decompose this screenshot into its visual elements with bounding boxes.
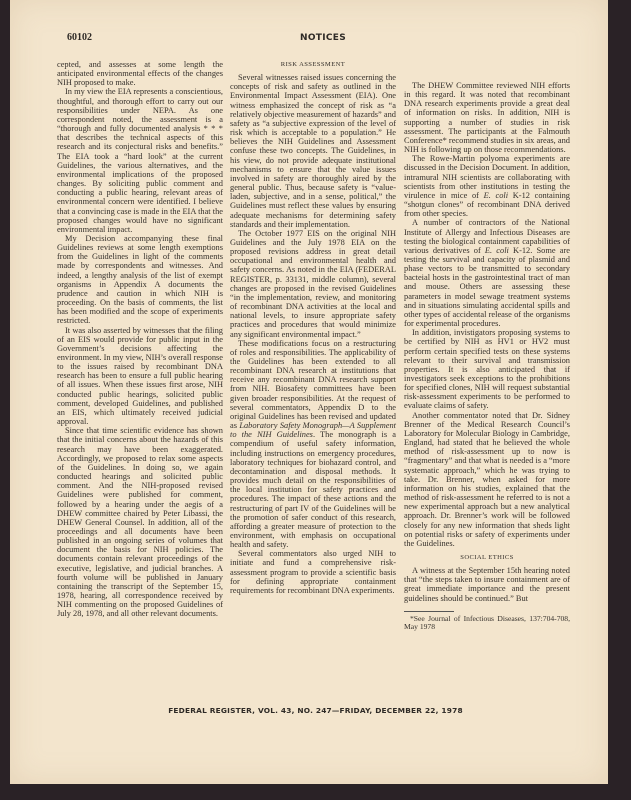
- paragraph: [404, 154, 570, 218]
- section-heading: [404, 553, 570, 562]
- paragraph: [57, 234, 223, 326]
- text-run: cepted, and assesses at some length the anticipated environmental effects of the changes NIH proposed to make.: [57, 60, 223, 88]
- text-run: SOCIAL ETHICS: [460, 553, 514, 561]
- text-run: Since that time scientific evidence has shown that the initial concerns about the hazards of this research may have been exaggerated. Accordingly, we proposed to relax some aspects of the Guidelines. In doing so, we again conducted hearings and solicited public comment. And the NIH-proposed revised Guidelines were published for comment, followed by a hearing under the aegis of a DHEW committee chaired by Peter Libassi, the DHEW General Counsel. In addition, all of the proceedings and all documents have been published in an ongoing series of volumes that document the basis for NIH policies. The documents contain relevant proceedings of the executive, legislative, and judicial branches. A fourth volume will be published in January containing the transcript of the September 15, 1978, hearing, all correspondence received by NIH commenting on the proposed Guidelines of July 28, 1978, and all other relevant documents.: [57, 426, 223, 619]
- paragraph: [230, 339, 396, 550]
- italic-text: E. coli: [484, 245, 509, 255]
- text-run: The DHEW Committee reviewed NIH efforts in this regard. It was noted that recombinant DNA research experiments provide a great deal of information on risks. In addition, NIH is supporting a number of studies in risk assessment. The participants at the Falmouth Conference* recommend studies in six areas, and NIH is following up on those recommendations.: [404, 81, 570, 155]
- text-run: Several witnesses raised issues concerning the concepts of risk and safety as outlined in the Environmental Impact Assessment (EIA). One witness emphasized the concept of risk as “a relatively objective measurement of hazards” and safety as “a subjective expression of the level of risk which is acceptable to a population.” He believes the NIH Guidelines and Assessment confuse these two concepts. The Guidelines, in his view, do not provide adequate institutional mechanisms to ensure that the value issues involved in safety are thoroughly aired by the general public. Thus, because safety is “value-laden, subjective, and in a sense, political,” the Guidelines must reflect these values by ensuring adequate mechanisms for determining safety standards and their implementation.: [230, 73, 396, 229]
- page-footer: FEDERAL REGISTER, VOL. 43, NO. 247—FRIDAY, DECEMBER 22, 1978: [168, 706, 463, 715]
- paragraph: [230, 73, 396, 229]
- footnote-divider: [404, 611, 454, 612]
- text-run: My Decision accompanying these final Guidelines reviews at some length exemptions from the Guidelines in light of the comments made by correspondents and witnesses. And indeed, a lengthy analysis of the list of exempt organisms in Appendix A documents the prudence and caution in which NIH is proceeding. On the basis of comments, the list has been modified and the scope of experiments restricted.: [57, 233, 223, 326]
- paragraph: [230, 229, 396, 339]
- paragraph: [57, 426, 223, 618]
- section-title: NOTICES: [299, 33, 346, 43]
- text-run: In addition, invistigators proposing systems to be certified by NIH as HV1 or HV2 must perform certain specified tests on these systems relevant to their survival and transmission properties. It is also anticipated that if investigators seek exceptions to the prohibitions for specified clones, NIH will request substantial risk-assessment experiments to be performed to evaluate claims of safety.: [404, 328, 570, 411]
- text-column-1: [57, 60, 223, 619]
- section-heading: [230, 60, 396, 69]
- text-run: The October 1977 EIS on the original NIH Guidelines and the July 1978 EIA on the proposed revisions address in great detail occupational and environmental health and safety concerns. As noted in the EIA (FEDERAL REGISTER, p. 33131, middle column), several changes are proposed in the revised Guidelines “in the implementation, review, and monitoring of recombinant DNA activities at the local and national levels, to insure appropriate safety practices and procedures that would minimize any significant environmental impact.”: [230, 228, 396, 339]
- text-run: In my view the EIA represents a conscientious, thoughtful, and thorough effort to carry out our responsibilities under NEPA. As one correspondent noted, the assessment is a “thorough and fully documented analysis * * * that describes the technical aspects of this research and its conjectural risks and benefits.” The EIA took a “hard look” at the current Guidelines, the various alternatives, and the environmental implications of the proposed changes. By soliciting public comment and conducting a public hearing, relevant areas of environmental concern were identified. I believe that a convincing case is made in the EIA that the proposed changes would have no significant environmental impact.: [57, 87, 223, 234]
- text-run: These modifications focus on a restructuring of roles and responsibilities. The applicability of the Guidelines has been extended to all recombinant DNA research at institutions that receive any recombinant DNA research support from NIH. Biosafety committees have been given broader responsibilities. At the request of several commentators, Appendix D to the original Guidelines has been revised and updated as: [230, 338, 396, 431]
- text-run: Several commentators also urged NIH to initiate and fund a comprehensive risk-assessment program to provide a scientific basis for defining appropriate containment requirements for recombinant DNA experiments.: [230, 549, 396, 595]
- paragraph: [57, 87, 223, 234]
- paragraph: [404, 566, 570, 603]
- text-column-2: [230, 55, 396, 595]
- paragraph: [404, 81, 570, 154]
- page-number: 60102: [67, 32, 92, 43]
- footnote: [404, 615, 570, 632]
- text-run: A witness at the September 15th hearing noted that “the steps taken to insure containment are of great immediate importance and the present guidelines should be continued.” But: [404, 566, 570, 603]
- paragraph: [404, 218, 570, 328]
- paragraph: [404, 411, 570, 548]
- paragraph: [57, 60, 223, 87]
- text-run: K-12. Some are testing the survival and capacity of plasmid and phase vectors to be transmitted to secondary bacteial hosts in the gastrointestinal tract of man and mouse. Others are assessing these parameters in model sewage treatment systems and in situations simulating accidental spills and other types of accidental release of the organisms for experimental procedures.: [404, 245, 570, 329]
- italic-text: Laboratory Safety Monograph—A Supplement to the NIH Guidelines: [230, 421, 397, 440]
- text-column-3: [404, 81, 570, 632]
- text-run: The Rowe-Martin polyoma experiments are discussed in the Decision Document. In addition, intramural NIH scientists are collaborating with scientists from other institutions in testing the virulence in mice of: [404, 154, 570, 200]
- text-run: RISK ASSESSMENT: [280, 61, 346, 68]
- text-run: K-12 containing “shotgun clones” of recombinant DNA derived from other species.: [404, 190, 570, 219]
- paragraph: [57, 326, 223, 427]
- text-run: Another commentator noted that Dr. Sidney Brenner of the Medical Research Council’s Laboratory for Molecular Biology in Cambridge, England, had stated that he believed the whole method of risk-assessment up to now is “fragmentary” and that what is needed is a “more systematic approach,” which he was trying to take. Dr. Brenner, when asked for more information on his studies, explained that the method of risk-assessment he referred to is not a new experimental approach but a new analytical approach. Dr. Brenner’s work will be followed closely for any new information that sheds light on potential risks or safety of experiments under the Guidelines.: [404, 410, 570, 548]
- paragraph: [404, 328, 570, 410]
- text-run: *See Journal of Infectious Diseases, 137:704-708, May 1978: [404, 613, 570, 632]
- paragraph: [230, 549, 396, 595]
- text-run: A number of contractors of the National Institute of Allergy and Infectious Diseases are testing the biological containment capabilities of various derivatives of: [404, 218, 570, 255]
- text-run: It was also asserted by witnesses that the filing of an EIS would provide for public input in the Government’s decisions affecting the environment. In my view, NIH’s overall response to the issues raised by recombinant DNA research has been to ensure a full public hearing of all issues. When these issues first arose, NIH conducted public hearings, solicited public comment, developed Guidelines, and published an EIS, which ultimately received judicial approval.: [57, 325, 223, 427]
- italic-text: E. coli: [483, 190, 509, 200]
- text-run: . The monograph is a compendium of useful safety information, including instructions on emergency procedures, laboratory techniques for biohazard control, and decontamination and disposal methods. It provides much detail on the responsibilities of the local institution for safety practices and procedures. The impact of these actions and the restructuring of part IV of the Guidelines will be the promotion of safer conduct of this research, affording a greater measure of protection to the environment, with emphasis on occupational health and safety.: [230, 430, 396, 550]
